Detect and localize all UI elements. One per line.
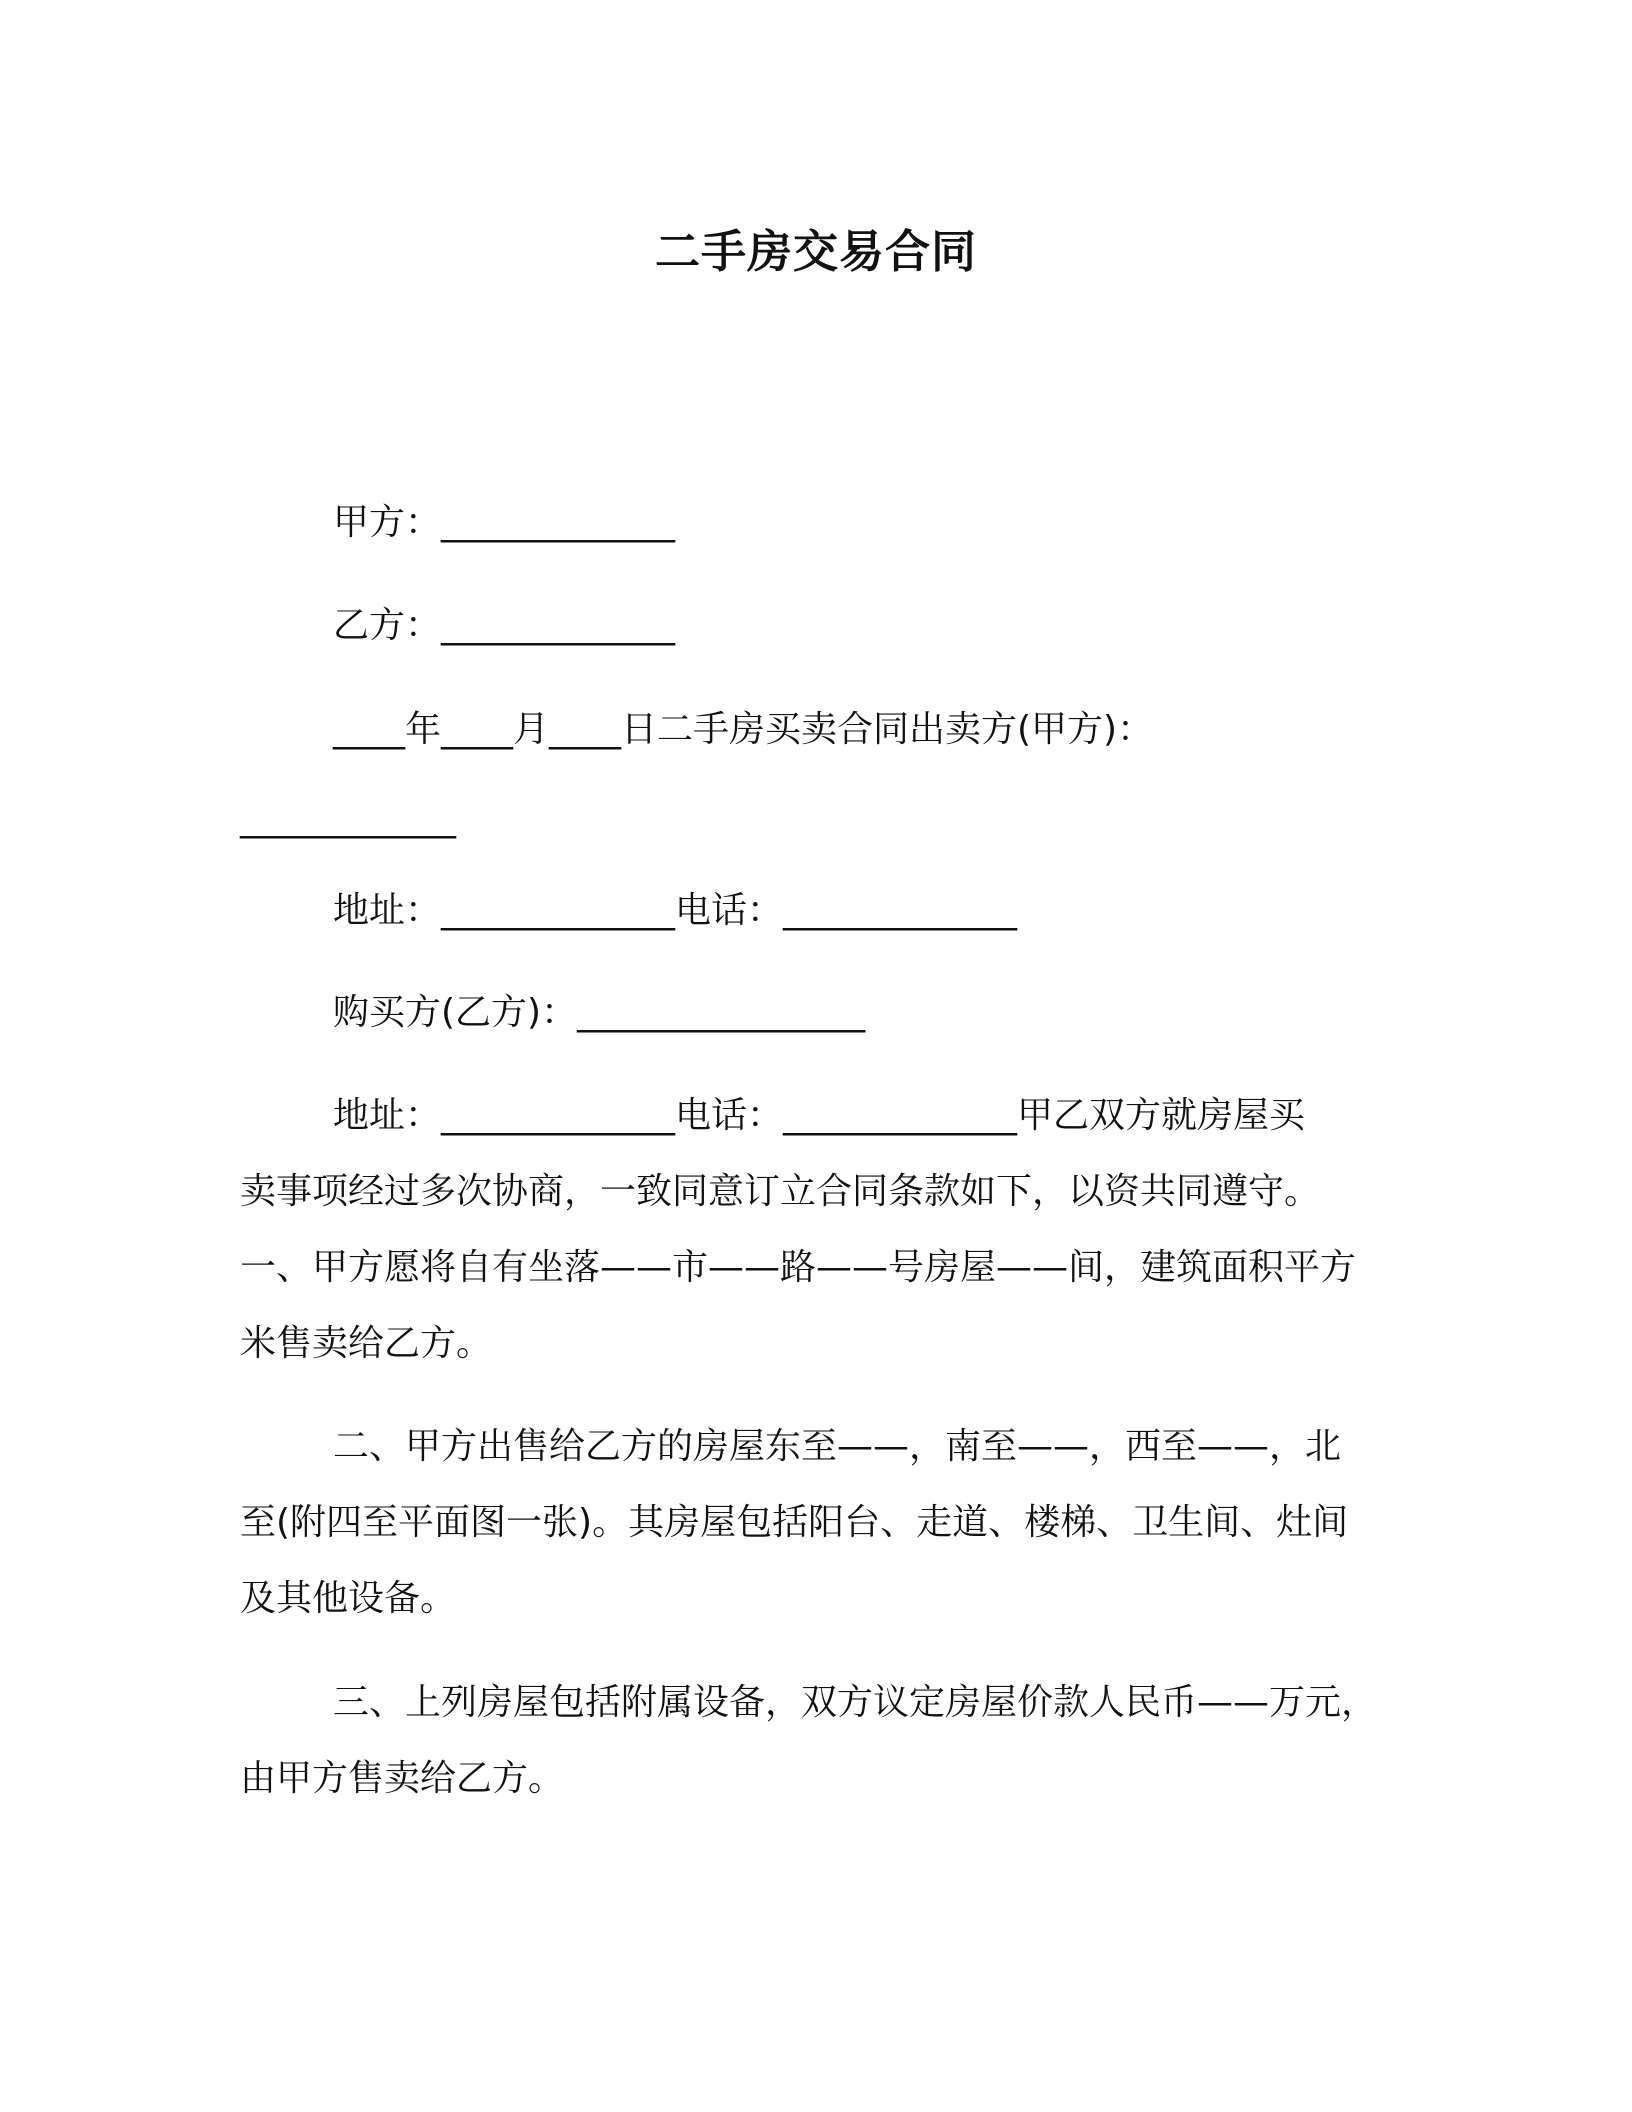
clause-1-line-1: 一、甲方愿将自有坐落——市——路——号房屋——间，建筑面积平方 (240, 1247, 1357, 1288)
date-seller-line: ____年____月____日二手房买卖合同出卖方(甲方)： (333, 709, 1154, 750)
clause-3-line-2: 由甲方售卖给乙方。 (240, 1758, 565, 1799)
clause-3-line-1: 三、上列房屋包括附属设备，双方议定房屋价款人民币——万元， (333, 1682, 1378, 1723)
buyer-address-phone-line: 地址：_____________电话：_____________甲乙双方就房屋买 (333, 1095, 1306, 1136)
buyer-line: 购买方(乙方)：________________ (333, 992, 866, 1033)
agreement-intro-line: 卖事项经过多次协商，一致同意订立合同条款如下，以资共同遵守。 (240, 1171, 1321, 1212)
clause-2-line-3: 及其他设备。 (240, 1578, 457, 1619)
clause-1-line-2: 米售卖给乙方。 (240, 1323, 493, 1364)
party-a-line: 甲方：_____________ (333, 502, 676, 543)
clause-2-line-1: 二、甲方出售给乙方的房屋东至——，南至——，西至——，北 (333, 1426, 1342, 1467)
clause-2-line-2: 至(附四至平面图一张)。其房屋包括阳台、走道、楼梯、卫生间、灶间 (240, 1502, 1349, 1543)
seller-blank-line: ____________ (240, 798, 456, 839)
document-title: 二手房交易合同 (654, 225, 977, 278)
party-b-line: 乙方：_____________ (333, 605, 676, 646)
seller-address-phone-line: 地址：_____________电话：_____________ (333, 890, 1018, 931)
